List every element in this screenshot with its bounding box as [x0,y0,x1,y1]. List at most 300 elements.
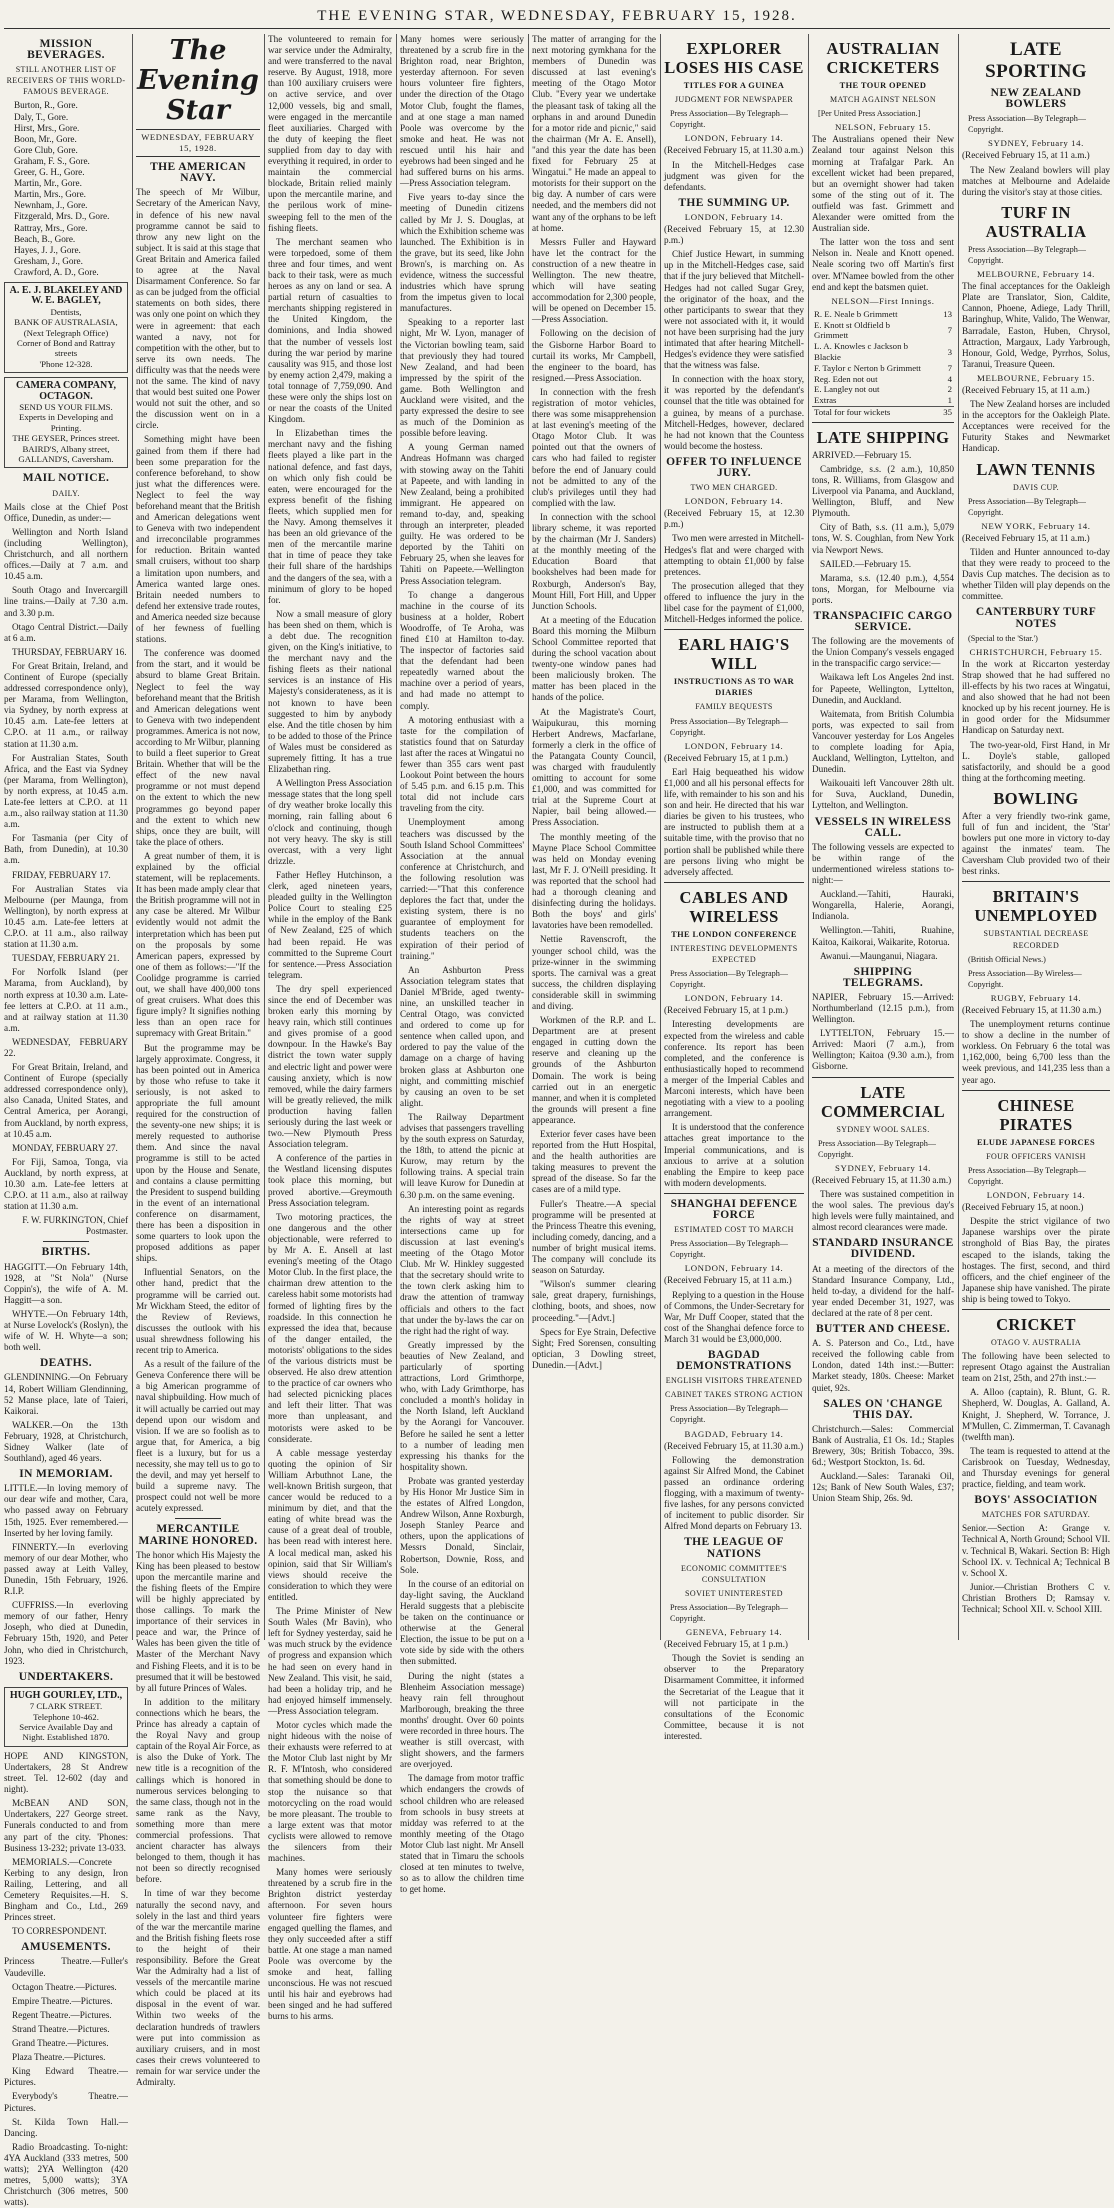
jury-dateline: LONDON, February 14. [684,496,784,507]
batsman-name: F. Taylor c Nerton b Grimmett [814,362,921,373]
insurance-body [812,1264,954,1319]
mission-list [14,100,128,278]
divider [175,1518,221,1519]
running-head: THE EVENING STAR, WEDNESDAY, FEBRUARY 15, 1928. [317,8,797,24]
dentist-advert-lines [9,317,123,369]
column-4-body-paragraph: An interesting point as regards the rights of way at street intersections came up for discussion at last evening's meeting of the Otago Motor Club. Mr W. Hinkley suggested that the secretary should write to the town clerk asking him to draw the attention of tramway officials and others to the fact that under the by-laws the car on the right had the right of way. [400,1203,524,1336]
pirates-body-paragraph: Despite the strict vigilance of two Japanese warships over the pirate stronghold of Bias Bay, the pirates escaped to the islands, taking the hostages. The first, second, and third officers, and the chief engineer of the Japanese ship have vanished. The pirate ship is being towed to Tokyo. [962,1216,1110,1304]
column-1 [4,34,128,2208]
late-sporting-heading: LATE SPORTING [985,39,1087,82]
list-item: Gore Club, Gore. [14,144,78,155]
births-body [4,1262,128,1354]
list-item: Martin, Mrs., Gore. [14,189,86,200]
wireless-call-body [812,842,954,962]
column-5-body-paragraph: Specs for Eye Strain, Defective Sight; Fred Sorensen, consulting optician, 3 Dowling street, Dunedin.—[Advt.] [532,1326,656,1370]
undertakers-body [4,1751,128,1938]
scorecard-table [812,309,954,418]
summing-up-body-paragraph: (Received February 15, at 12.30 p.m.) [664,224,804,246]
column-3-body [268,34,392,2023]
turf-dateline: MELBOURNE, February 14. [977,269,1095,280]
insurance-body-paragraph: At a meeting of the directors of the Standard Insurance Company, Ltd., held to-day, a dividend for the half-year ended December 31, 1927, was declared at the rate of 8 per cent. [812,1263,954,1318]
pirates-subheading-2: FOUR OFFICERS VANISH [986,1151,1086,1161]
late-shipping-heading: LATE SHIPPING [816,427,950,447]
column-5-body-paragraph: Workmen of the R.P. and L. Department are at present engaged in cutting down the reserve and cleaning up the grounds of the Ashburton Domain. The work is being carried out in an energetic manner, and when it is completed the grounds will present a fine appearance. [532,1015,656,1125]
late-shipping-body-paragraph: City of Bath, s.s. (11 a.m.), 5,079 tons, W. S. Coughlan, from New York via Newport News. [812,522,954,555]
transpacific-body-paragraph: Waikouaiti left Vancouver 28th ult. for Suva, Auckland, Dunedin, Lyttelton, and Wellington. [812,778,954,811]
late-shipping-body-paragraph: Cambridge, s.s. (2 a.m.), 10,850 tons, R. Williams, from Glasgow and Liverpool via Panama, and Auckland, Wellington, Bluff, and New Plymouth. [812,463,954,519]
column-5-body-paragraph: The matter of arranging for the next motoring gymkhana for the members of Dunedin was discussed at last evening's meeting of the Otago Motor Club. "Every year we undertake the pleasant task of taking all the orphans in and around Dunedin for a motor ride and picnic," said the chairman (Mr A. E. Ansell), "and this year the date has been fixed for February 25 at Wingatui." He made an appeal to motorists for their support on the big day. A number of cars were needed, and the members did not want any of the orphans to be left at home. [532,34,656,233]
bagdad-subheading: ENGLISH VISITORS THREATENED [665,1376,803,1386]
masthead-date: WEDNESDAY, FEBRUARY 15, 1928. [136,129,260,157]
column-3-body-paragraph: Father Hefley Hutchinson, a clerk, aged nineteen years, pleaded guilty in the Wellington Police Court to stealing £25 while in the employ of the Bank of New Zealand, £25 of which had been repaid. He was committed to the Supreme Court for sentence.—Press Association telegram. [268,869,392,980]
mission-beverages-heading: MISSION BEVERAGES. [27,38,105,62]
summing-up-body-paragraph: In connection with the hoax story, it was reported by the defendant's counsel that the title was obtained for a guinea, by means of a purchase. Mitchell-Hedges, however, declared he had not known that the Countess would become the hostess. [664,374,804,451]
dentist-advert-name: A. E. J. BLAKELEY AND W. E. BAGLEY, [9,284,123,307]
lawn-tennis-heading: LAWN TENNIS [976,459,1096,479]
league-body [664,1639,804,1742]
shipping-telegrams-body-paragraph: LYTTELTON, February 15.—Arrived: Maori (7 a.m.), from Wellington; Kaitoa (9.30 a.m.), from Gisborne. [812,1028,954,1072]
bowling-body [962,811,1110,878]
league-subheading-2: SOVIET UNINTERESTED [685,1588,783,1598]
mail-notice-body-paragraph: MONDAY, FEBRUARY 27. [12,1142,118,1153]
cricketers-subheading-2: MATCH AGAINST NELSON [829,95,937,105]
advert-line: Service Available Day and Night. Established 1870. [19,1722,113,1743]
unemployed-body [962,1005,1110,1086]
shanghai-body-paragraph: Replying to a question in the House of Commons, the Under-Secretary for War, Mr Duff Cooper, stated that the cost of the Shanghai defence force to March 31 would be £3,000,000. [664,1289,804,1344]
dentist-advert-role: Dentists, [50,306,82,317]
amusements-body-paragraph: Strand Theatre.—Pictures. [12,2023,110,2034]
deaths-heading: DEATHS. [39,1357,93,1370]
batsman-name: R. E. Neale b Grimmett [814,308,898,319]
canterbury-body [962,659,1110,784]
league-body-paragraph: Though the Soviet is sending an observer to the Preparatory Disarmament Committee, it informed the Secretariat of the League that it will not participate in the consultations of the Economic Committee, because it is not interested. [664,1653,804,1741]
column-8 [962,34,1110,1640]
scorecard-total-label: Total for four wickets [812,406,928,417]
amusements-body-paragraph: King Edward Theatre.—Pictures. [4,2066,128,2088]
cables-body-paragraph: (Received February 15, at 1 p.m.) [664,1005,788,1016]
list-item: Rattray, Mrs., Gore. [14,222,88,233]
jury-heading: OFFER TO INFLUENCE JURY. [666,455,802,479]
divider [962,1090,1110,1091]
explorer-credit: Press Association—By Telegraph—Copyright. [670,109,788,130]
davis-cup-body [962,533,1110,603]
amusements-heading: AMUSEMENTS. [21,1941,111,1954]
pirates-subheading: ELUDE JAPANESE FORCES [976,1137,1096,1147]
american-navy-body-paragraph: The speech of Mr Wilbur, Secretary of the American Navy, in defence of his new naval programme cannot be said to throw any new light on the subject. It is said at this stage that Great Britain and America failed to agree at the Naval Disarmament Conference. So far as can be judged from the official statements on both sides, there was only one point on which they were in agreement: that each wanted a navy, not for competition with the other, but to serve its own needs. The difficulty was that the needs were not the same. The kind of navy that would best suited one Power would not suit the other, and so the discussion went on in a circle. [136,187,261,431]
jury-body-paragraph: Two men were arrested in Mitchell-Hedges's flat and were charged with attempting to obtain £1,000 by false pretences. [664,533,804,577]
haig-will-credit: Press Association—By Telegraph—Copyright. [670,716,788,737]
bagdad-subheading-2: CABINET TAKES STRONG ACTION [664,1390,804,1400]
list-item: Fitzgerald, Mrs. D., Gore. [14,211,110,222]
divider [664,882,804,883]
column-divider [808,34,809,1640]
nz-bowlers-heading: NEW ZEALAND BOWLERS [990,87,1082,111]
mail-notice-body-paragraph: THURSDAY, FEBRUARY 16. [12,646,127,657]
transpacific-heading: TRANSPACIFIC CARGO SERVICE. [813,609,953,634]
mail-notice-body-paragraph: For Great Britain, Ireland, and Continent of Europe (specially addressed correspondence only), per Marama, from Wellington, via Sydney, by north express at 10.45 a.m. Late-fee letters at C.P.O. at 11 a.m., or railway station at 11.30 a.m. [4,660,128,749]
births-heading: BIRTHS. [41,1246,91,1259]
column-4-body-paragraph: An Ashburton Press Association telegram states that Daniel M'Bride, aged twenty-nine, an unskilled teacher in Central Otago, was convicted and ordered to come up for sentence when called upon, and ordered to pay the value of the damage on a charge of having broken glass at Ashburton one night, and committing mischief by causing an oven to be set alight. [400,964,524,1108]
column-3-body-paragraph: The dry spell experienced since the end of December was broken early this morning by heavy rain, which still continues and gives promise of a good downpour. In the Hawke's Bay district the town water supply and electric light and power were causing anxiety, which is now removed, while the dairy farmers will be greatly relieved, the milk production having fallen seriously during the last week or two.—New Plymouth Press Association telegram. [268,983,392,1150]
bagdad-dateline: BAGDAD, February 14. [684,1428,784,1439]
nz-bowlers-credit: Press Association—By Telegraph—Copyright. [968,114,1086,135]
scorecard-row [812,341,954,363]
column-5-body-paragraph: Exterior fever cases have been reported from the Hutt Hospital, and the health authorities are taking measures to prevent the spread of the disease. So far the cases are of a mild type. [532,1129,656,1195]
unemployed-credit-2: Press Association—By Wireless—Copyright. [968,968,1082,989]
amusements-body-paragraph: Regent Theatre.—Pictures. [12,2009,112,2020]
transpacific-body-paragraph: Waikawa left Los Angeles 2nd inst. for Papeete, Wellington, Lyttelton, Dunedin, and Auckland. [812,672,954,705]
shanghai-heading: SHANGHAI DEFENCE FORCE [670,1197,798,1221]
column-5-body-paragraph: At a meeting of the Education Board this morning the Milburn School Committee reported that during the school vacation about twenty-one window panes had been maliciously broken. The matter has been placed in the hands of the police. [532,614,656,703]
wool-sales-subheading: SYDNEY WOOL SALES. [836,1124,930,1134]
batsman-runs: 7 [947,324,952,335]
undertaker-advert-name: HUGH GOURLEY, LTD., [9,1689,123,1701]
explorer-body-paragraph: In the Mitchell-Hedges case judgment was given for the defendants. [664,159,804,192]
column-divider [396,34,397,1640]
bowling-body-paragraph: After a very friendly two-rink game, full of fun and incident, the 'Star' bowlers put one more in victory to-day against the inmates' team. The Caversham Club provided two of their best rinks. [962,810,1110,877]
davis-cup-credit: Press Association—By Telegraph—Copyright. [968,496,1086,517]
column-3-body-paragraph: Motor cycles which made the night hideous with the noise of their exhausts were referred to at the Motor Club last night by Mr R. F. M'Intosh, who considered that something should be done to stop the nuisance so that motorcycling on the road would be more pleasant. The trouble to a large extent was that motor cyclists were allowed to remove the silencers from their machines. [268,1719,392,1864]
advert-line: THE GEYSER, Princes street. [12,433,120,444]
column-4-body-paragraph: Probate was granted yesterday by His Honor Mr Justice Sim in the estates of Alfred Longdon, Andrew Wilson, Anne Roxburgh, Joseph Stanley Pearce and others, upon the applications of Messrs Donald, Sinclair, Robertson, Downie, Ross, and Sole. [400,1475,524,1575]
column-5 [532,34,656,1640]
change-sales-body-paragraph: Christchurch.—Sales: Commercial Bank of Australia, £1 Os. 1d.; Staples Brewery, 30s; British Tobacco, 39s. 6d.; Westport Stockton, 1s. 6d. [812,1423,954,1468]
canterbury-credit: (Special to the 'Star.') [968,633,1038,643]
list-item: Martin, Mr., Gore. [14,178,82,189]
cables-body-paragraph: Interesting developments are expected from the wireless and cable conference. Its report has been completed, and the conference is enthusiastically hoped to recommend a merger of the Imperial Cables and Marconi interests, which have been negotiating with a view to a pooling arrangement. [664,1019,804,1119]
canterbury-heading: CANTERBURY TURF NOTES [975,606,1097,630]
davis-cup-body-paragraph: (Received February 15, at 11 a.m.) [962,532,1090,543]
cricket-body-paragraph: The team is requested to attend at the Carisbrook on Tuesday, Wednesday, and Thursday evenings for general practice, fielding, and team work. [962,1445,1110,1490]
haig-will-body-paragraph: (Received February 15, at 1 p.m.) [664,752,788,763]
batsman-runs: 2 [947,384,952,395]
column-divider [132,34,133,1640]
memoriam-heading: IN MEMORIAM. [19,1468,113,1481]
batsman-runs: 1 [947,395,952,406]
league-heading: THE LEAGUE OF NATIONS [684,1536,784,1560]
divider [664,629,804,630]
pirates-credit: Press Association—By Telegraph—Copyright. [968,1165,1086,1186]
butter-cheese-body-paragraph: A. S. Paterson and Co., Ltd., have received the following cable from London, dated 14th inst.:—Butter: Market steady, 180s. Cheese: Market quiet, 92s. [812,1338,954,1393]
shanghai-body [664,1275,804,1345]
column-4-body-paragraph: Unemployment among teachers was discussed by the South Island School Committees' Association at the annual conference at Christchurch, and the following resolution was carried:—"That this conference deplores the fact that, under the existing system, there is no guarantee of employment for students teachers on the expiration of their period of training." [400,817,524,961]
mail-notice-body-paragraph: FRIDAY, FEBRUARY 17. [12,869,111,880]
column-3-body-paragraph: A Wellington Press Association message states that the long spell of dry weather broke locally this morning, rain falling about 6 o'clock and continuing, though not very heavy. The sky is still overcast, with a very light drizzle. [268,778,392,866]
late-shipping-body-paragraph: Marama, s.s. (12.40 p.m.), 4,554 tons, Morgan, for Melbourne via ports. [812,572,954,605]
shipping-telegrams-body-paragraph: NAPIER, February 15.—Arrived: Northumberland (12.15 p.m.), from Wellington. [812,991,954,1025]
column-3-body-paragraph: The merchant seamen who were torpedoed, some of them three and four times, and went back to their task, were as much heroes as any on land or sea. A partial return of casualties to merchants shipping registered in the United Kingdom, the dominions, and India showed that the number of vessels lost during the war period by marine causality was 915, and those lost by enemy action 2,479, making a total tonnage of 7,759,090. And these were only the ships lost on or near the coasts of the United Kingdom. [268,236,392,425]
pirates-heading: CHINESE PIRATES [997,1095,1075,1134]
column-4-body-paragraph: Many homes were seriously threatened by a scrub fire in the Brighton road, near Brighton, yesterday afternoon. For seven hours volunteer fire fighters, under the direction of the Otago Motor Club, fought the flames, and at one stage a man named Poole was overcome by the smoke and heat. He was not rescued until his hair and eyebrows had been singed and he had suffered burns on his arms.—Press Association telegram. [400,34,524,189]
cables-heading: CABLES AND WIRELESS [679,887,789,926]
wool-sales-body-paragraph: (Received February 15, at 11.30 a.m.) [812,1174,952,1185]
column-3 [268,34,392,2022]
deaths-body-paragraph: GLENDINNING.—On February 14, Robert William Glendinning, 52 Manse place, late of Taieri, Kaikorai. [4,1372,128,1416]
american-navy-body-paragraph: As a result of the failure of the Geneva Conference there will be a big American programme of naval shipbuilding. How much of it will actually be carried out may depend upon our wisdom and vision. If we are so foolish as to argue that, for America, a big fleet is a luxury, but for us a necessity, she may tell us to go to the devil, and may yet herself to build a supreme navy. The prospect could not well be more acutely expressed. [136,1359,260,1514]
nz-bowlers-body [962,150,1110,197]
undertakers-body-paragraph: HOPE AND KINGSTON, Undertakers, 28 St Andrew street. Tel. 12-602 (day and night). [4,1750,128,1795]
change-sales-body [812,1424,954,1505]
bagdad-heading: BAGDAD DEMONSTRATIONS [676,1349,792,1373]
column-4-body-paragraph: Greatly impressed by the beauties of New Zealand, and particularly of sporting attractions, Lord Grimthorpe, who, with Lady Grimthorpe, has concluded a month's holiday in the North Island, left Auckland by the Aorangi for Vancouver. Before he sailed he sent a letter to a number of leading men expressing his thanks for the hospitality shown. [400,1339,524,1472]
transpacific-body-paragraph: Waitemata, from British Columbia ports, was expected to sail from Vancouver yesterday for Los Angeles to complete loading for Apia, Auckland, Wellington, Lyttelton, and Dunedin. [812,708,954,775]
scorecard-row [812,309,954,320]
wool-sales-body-paragraph: There was sustained competition in the wool sales. The previous day's high levels were fully maintained, and almost record clearances were made. [812,1189,954,1233]
advert-line: BANK OF AUSTRALASIA, [14,317,118,328]
haig-will-body-paragraph: Earl Haig bequeathed his widow £1,000 and all his personal effects for life, with remainder to his son and his son and heir. He directed that his war diaries be given to his trustees, who are instructed to publish them at a suitable time, with the proviso that no portion shall be published while there are persons living who might be adversely affected. [664,766,804,877]
batsman-runs: 3 [947,346,952,357]
list-item: Gresham, J., Gore. [14,255,83,266]
cricketers-body-paragraph: The latter won the toss and sent Nelson in. Neale and Knott opened. Neale scoring two off Martin's first over. M'Namee bowled from the other end and kept the batsmen quiet. [812,237,954,292]
column-5-body-paragraph: "Wilson's summer clearing sale, great drapery, furnishings, clothing, boots, and shoes, now proceeding."—[Advt.] [532,1279,656,1323]
explorer-subheading: TITLES FOR A GUINEA [683,81,785,90]
memoriam-body-paragraph: CUFFRISS.—In everloving memory of our father, Henry Joseph, who died at Dunedin, February 15th, 1920, and Peter John, who died in Christchurch, 1923. [4,1600,128,1666]
mail-notice-body-paragraph: WEDNESDAY, FEBRUARY 22. [4,1036,128,1058]
deaths-body-paragraph: WALKER.—On the 13th February, 1928, at Christchurch, Sidney Walker (late of Southland), aged 46 years. [4,1419,128,1464]
top-rule [4,28,1110,29]
amusements-body-paragraph: Grand Theatre.—Pictures. [12,2038,109,2049]
batsman-name: Extras [814,395,837,406]
american-navy-body-paragraph: Something might have been gained from them if there had been some preparation for the conference beforehand, to show just what the differences were. Neglect to feel the way beforehand meant that the British and American delegations went to Geneva with two independent and irreconcilable programmes for reduction. Britain wanted small cruisers, without too sharp a limitation upon numbers, and America wanted large ones. Britain needed numbers to defend her extensive trade routes, and America needed size because of her fewness of fuelling stations. [136,434,260,645]
undertakers-heading: UNDERTAKERS. [18,1670,114,1683]
mail-notice-body-paragraph: TUESDAY, FEBRUARY 21. [12,953,120,964]
column-5-body-paragraph: At the Magistrate's Court, Waipukurau, this morning Herbert Andrews, Macfarlane, formerly a clerk in the office of the Patangata County Council, was charged with fraudulently omitting to account for some £1,000, and was committed for trial at the Supreme Court at Napier, bail being allowed.—Press Association. [532,706,656,828]
cricketers-subheading: THE TOUR OPENED [839,81,927,90]
divider [962,881,1110,882]
cricketers-heading: AUSTRALIAN CRICKETERS [826,39,940,77]
canterbury-body-paragraph: In the work at Riccarton yesterday Strap showed that he had suffered no ill-effects by his two races at Wingatui, and also showed that he had not been knocked up by his recent journey. He is in good order for the Midsummer Handicap on Saturday next. [962,658,1110,736]
scorecard-row [812,384,954,395]
league-body-paragraph: (Received February 15, at 1 p.m.) [664,1639,788,1650]
batsman-runs: 7 [947,362,952,373]
bagdad-credit: Press Association—By Telegraph—Copyright. [670,1404,788,1425]
league-subheading: ECONOMIC COMMITTEE'S CONSULTATION [680,1563,788,1584]
undertaker-advert-lines [9,1701,123,1743]
column-3-body-paragraph: The Prime Minister of New South Wales (Mr Bavin), who left for Sydney yesterday, said he was much struck by the evidence of progress and expansion which he had seen on every hand in New Zealand. This visit, he said, had been a holiday trip, and he had enjoyed himself immensely.—Press Association telegram. [268,1606,392,1716]
column-divider [660,34,661,1640]
column-5-body-paragraph: The monthly meeting of the Mayne Place School Committee was held on Monday evening last, Mr F. J. O'Neill presiding. It was reported that the school had had a thorough cleaning and disinfecting during the holidays. Both the boys' and girls' lavatories have been remodelled. [532,831,656,931]
amusements-body-paragraph: Radio Broadcasting. To-night: 4YA Auckland (333 metres, 500 watts); 2YA Wellington (420 metres, 5,000 watts); 3YA Christchurch (306 metres, 500 watts). [4,2141,128,2208]
cricket-subheading: OTAGO V. AUSTRALIA [990,1337,1082,1347]
davis-cup-dateline: NEW YORK, February 14. [981,520,1091,531]
nz-bowlers-body-paragraph: (Received February 15, at 11 a.m.) [962,150,1090,161]
turf-body-2-paragraph: (Received February 15, at 11 a.m.) [962,384,1090,395]
mail-notice-body-paragraph: For Tasmania (per City of Bath, from Dunedin), at 10.30 a.m. [4,833,128,866]
wool-sales-body [812,1175,954,1233]
mail-notice-body [4,502,128,1213]
unemployed-body-paragraph: The unemployment returns continue to show a decline in the number of workless. On February 6 the total was 1,162,000, being 6,700 less than the week previous, and 141,235 less than a year ago. [962,1019,1110,1085]
column-4-body-paragraph: During the night (states a Blenheim Association message) heavy rain fell throughout Marlborough, breaking the three months' drought. Over 60 points were recorded in three hours. The weather is still overcast, with slight showers, and the farmers are overjoyed. [400,1670,524,1770]
wireless-call-body-paragraph: The following vessels are expected to be within range of the undermentioned wireless stations to-night:— [812,841,954,886]
wireless-call-body-paragraph: Auckland.—Tahiti, Hauraki, Wongarella, Halerie, Aorangi, Indianola. [812,889,954,922]
league-dateline: GENEVA, February 14. [685,1627,783,1638]
memoriam-body-paragraph: LITTLE.—In loving memory of our dear wife and mother, Cara, who passed away on February 15th, 1925. Ever remembered.—Inserted by her loving family. [4,1483,128,1538]
shanghai-body-paragraph: (Received February 15, at 11 a.m.) [664,1275,792,1286]
amusements-body-paragraph: St. Kilda Town Hall.—Dancing. [4,2116,128,2138]
column-4-body-paragraph: To change a dangerous machine in the course of its business at a holder, Robert Woodroffe, of Te Aroha, was fined £10 at Hamilton to-day. The inspector of factories said that the defendant had been repeatedly warned about the machine over a period of years, and had made no attempt to comply. [400,589,524,711]
column-3-body-paragraph: The volunteered to remain for war service under the Admiralty, and were transferred to the naval reserve. By August, 1918, more than 100 auxiliary cruisers were on active service, and over 12,000 vessels, big and small, were engaged in the mercantile fleet auxiliaries. Charged with the duty of keeping the fleet supplied from day to day with everything it required, in order to maintain the commercial blockade, Britain relied mainly upon the mercantile marine, and the perilous work of mine-sweeping fell to the men of the fishing fleets. [268,34,392,233]
column-5-body-paragraph: In connection with the school library scheme, it was reported by the chairman (Mr J. Sanders) at the monthly meeting of the Education Board that bookshelves had been made for Roxburgh, Anderson's Bay, Mount Hill, Fort Hill, and Upper Junction Schools. [532,511,656,611]
list-item: Hirst, Mrs., Gore. [14,122,80,133]
column-3-body-paragraph: A conference of the parties in the Westland licensing disputes took place this morning, but proved abortive.—Greymouth Press Association telegram. [268,1153,392,1208]
summing-up-heading: THE SUMMING UP. [678,196,790,209]
cricket-body-paragraph: A. Alloo (captain), R. Blunt, G. R. Shepherd, W. Douglas, A. Galland, A. Knight, J. Shepherd, W. Torrance, J. M'Mullen, C. Zimmerman, T. Cavanagh (twelfth man). [962,1387,1110,1442]
advert-line: Corner of Bond and Rattray streets [16,338,116,359]
cables-subheading: THE LONDON CONFERENCE [671,929,797,939]
late-shipping-body-paragraph: ARRIVED.—February 15. [812,449,912,460]
column-5-body-paragraph: Nettie Ravenscroft, the younger school child, was the prize-winner in the swimming sports. The carnival was a great success, the children displaying considerable skill in swimming and diving. [532,934,656,1011]
transpacific-body-paragraph: The following are the movements of the Union Company's vessels engaged in the transpacific cargo service:— [812,636,954,669]
undertaker-advert [4,1687,128,1747]
jury-body [664,508,804,625]
cricket-heading: CRICKET [996,1314,1076,1334]
column-3-body-paragraph: Now a small measure of glory has been shed on them, which is a debt due. The recognition given, on the King's initiative, to the merchant navy and the fishing fleets as their national services is an instance of His Majesty's considerateness, as it is not known to have been suggested to him by anybody else. And the title chosen by him to be added to those of the Prince of Wales must be considered as supremely fitting. It has a true Elizabethan ring. [268,608,392,775]
scorecard-title: NELSON—First Innings. [831,295,935,306]
wireless-call-body-paragraph: Wellington.—Tahiti, Ruahine, Kaitoa, Kaikorai, Waikarite, Rotorua. [812,925,954,947]
shanghai-credit: Press Association—By Telegraph—Copyright. [670,1239,788,1260]
list-item: Newnham, J., Gore. [14,200,88,211]
cricket-body [962,1351,1110,1490]
shanghai-subheading: ESTIMATED COST TO MARCH [674,1225,794,1235]
column-4-body-paragraph: In the course of an editorial on day-light saving, the Auckland Herald suggests that a plebiscite be taken on the continuance or otherwise at the General Election, the issue to be put on a vote side by side with the others then submitted. [400,1578,524,1667]
unemployed-heading: BRITAIN'S UNEMPLOYED [974,887,1098,926]
nz-bowlers-body-paragraph: The New Zealand bowlers will play matches at Melbourne and Adelaide during the visitor's stay at those cities. [962,164,1110,197]
turf-body [962,281,1110,370]
mail-notice-body-paragraph: Mails close at the Chief Post Office, Dunedin, as under:— [4,501,128,523]
bagdad-body-paragraph: (Received February 15, at 11.30 a.m.) [664,1440,804,1451]
explorer-subheading-2: JUDGMENT FOR NEWSPAPER [674,95,794,105]
boys-association-body-paragraph: Senior.—Section A: Grange v. Technical A, North Ground; School VII. v. Technical B, Wakari. Section B: High School IX. v. Technical A; Technical B v. School X. [962,1523,1110,1578]
list-item: Graham, F. S., Gore. [14,155,90,166]
american-navy-body-paragraph: But the programme may be largely approximate. Congress, it has been pointed out in America by those who refuse to take it seriously, is not asked to appropriate the full amount required for the construction of the seventy-one new ships; it is merely requested to authorise them. And since the naval programme is still to be acted upon by the House and Senate, and contains a clause permitting the President to suspend building in the event of an international conference on disarmament, there has been a disposition in some quarters to look upon the proposed additions as paper ships. [136,1042,260,1264]
column-4-body-paragraph: A young German named Andreas Hofmann was charged with stowing away on the Tahiti at Papeete, and with landing in New Zealand, being a prohibited immigrant. He appeared on remand to-day, and, speaking through an interpreter, pleaded guilty. He was ordered to be deported by the Tahiti on February 25, when she leaves for Tahiti on Papeete.—Wellington Press Association telegram. [400,442,524,586]
camera-advert-name: CAMERA COMPANY, OCTAGON. [16,380,116,402]
american-navy-body-paragraph: A great number of them, it is explained by the official statement, will be replacements. It has been made amply clear that the British programme will not in any case be altered. Mr Wilbur evidently would not admit the interpretation which has been put on the proposals by some American papers, expressed by one of them as follows:—"If the Coolidge programme is carried out, we shall have 400,000 tons of great cruisers. What does this figure imply? It signifies nothing less than an open race for supremacy with Great Britain." [136,850,260,1039]
column-3-body-paragraph: Two motoring practices, the one dangerous and the other objectionable, were referred to by Mr A. E. Ansell at last evening's meeting of the Otago Motor Club. In the first place, the chairman drew attention to the careless habit some motorists had formed of lighting fires by the roadside. In this connection he expressed the idea that, because of the danger entailed, the motorists' obligations to the sides of the various districts must be observed. He also drew attention to the practice of car owners who had selected picnicking places and left their litter. That was more than unpleasant, and motorists were asked to be considerate. [268,1211,392,1444]
wool-sales-credit: Press Association—By Telegraph—Copyright. [818,1138,936,1159]
jury-body-paragraph: The prosecution alleged that they offered to influence the jury in the libel case for the payment of £1,000, Mitchell-Hedges informed the police. [664,580,804,625]
mail-notice-body-paragraph: Otago Central District.—Daily at 6 a.m. [4,621,128,643]
batsman-runs: 13 [943,308,952,319]
cricketers-dateline: NELSON, February 15. [834,122,932,133]
scorecard-row [812,374,954,385]
wool-sales-dateline: SYDNEY, February 14. [835,1162,931,1173]
dentist-advert [4,282,128,373]
butter-cheese-heading: BUTTER AND CHEESE. [815,1323,951,1336]
turf-dateline-2: MELBOURNE, February 15. [977,372,1095,383]
haig-will-subheading: INSTRUCTIONS AS TO WAR DIARIES [673,677,795,698]
insurance-heading: STANDARD INSURANCE DIVIDEND. [812,1237,954,1261]
american-navy-heading: THE AMERICAN NAVY. [150,161,246,185]
turf-heading: TURF IN AUSTRALIA [985,202,1087,241]
column-4-body [400,34,524,1895]
change-sales-heading: SALES ON 'CHANGE THIS DAY. [823,1397,943,1421]
column-4 [400,34,524,1895]
divider [812,1077,954,1078]
scorecard-row [812,395,954,406]
turf-body-2-paragraph: The New Zealand horses are included in the acceptors for the Oakleigh Plate. Acceptances were received for the Futurity Stakes and Newmarket Handicap. [962,399,1110,454]
explorer-body-paragraph: (Received February 15, at 11.30 a.m.) [664,145,804,156]
summing-up-body-paragraph: Chief Justice Hewart, in summing up in the Mitchell-Hedges case, said that if the jury believed that Mitchell-Hedges had not called Sugar Grey, the originator of the hoax, and the other participants to swear that they were not associated with it, it would not have been surprising had the jury intimated that after hearing Mitchell-Hedges's evidence they were satisfied that the witness was false. [664,249,804,371]
advert-line: Telephone 10-462. [33,1711,99,1722]
pirates-dateline: LONDON, February 14. [986,1190,1086,1201]
list-item: Boon, Mr., Gore. [14,133,77,144]
mail-notice-body-paragraph: For Norfolk Island (per Marama, from Auckland), by north express at 10.30 a.m. Late-fee letters at C.P.O. at 11 a.m., and at railway station at 11.30 a.m. [4,967,128,1033]
jury-subheading: TWO MEN CHARGED. [690,483,778,493]
amusements-body-paragraph: Plaza Theatre.—Pictures. [12,2052,106,2063]
list-item: Hayes, J. J., Gore. [14,244,81,255]
mail-notice-body-paragraph: South Otago and Invercargill line trains.—Daily at 7.30 a.m. and 3.30 p.m. [4,585,128,618]
pirates-body [962,1202,1110,1305]
scorecard-row [812,320,954,342]
mercantile-marine-body [136,1550,260,2089]
amusements-body-paragraph: Princess Theatre.—Fuller's Vaudeville. [4,1956,128,1978]
mercantile-marine-body-paragraph: The honor which His Majesty the King has been pleased to bestow upon the mercantile marine and the fishing fleets of the Empire will be highly appreciated by those callings. To mark the importance of their services in peace and war, the Prince of Wales has been given the title of Master of the Merchant Navy and Fishing Fleets, and it is to be presumed that it will be bestowed by all future Princes of Wales. [136,1549,260,1693]
list-item: Crawford, A. D., Gore. [14,266,99,277]
undertakers-body-paragraph: TO CORRESPONDENT. [12,1926,107,1937]
late-commercial-heading: LATE COMMERCIAL [820,1082,946,1121]
camera-advert-lines [9,402,123,464]
advert-line: SEND US YOUR FILMS. [19,402,113,413]
cricketers-body-paragraph: The Australians opened their New Zealand tour against Nelson this morning at Trafalgar Park. An excellent wicket had been prepared, but an overnight shower had taken some of the sting out of it. The outfield was fast. Grimmett and Alexander were omitted from the Australian side. [812,134,954,234]
list-item: Daly, T., Gore. [14,111,69,122]
advert-line: (Next Telegraph Office) [23,327,109,338]
list-item: Burton, R., Gore. [14,100,78,111]
late-shipping-body [812,450,954,606]
batsman-name: Reg. Eden not out [814,373,878,384]
column-6 [664,34,804,1741]
explorer-body [664,145,804,192]
jury-body-paragraph: (Received February 15, at 12.30 p.m.) [664,508,804,530]
mercantile-marine-body-paragraph: In addition to the military connections which he bears, the Prince has already a captain of the Royal Navy and group captain of the Royal Air Force, as is also the Duke of York. The new title is a recognition of the callings which is honored in numerous services belonging to the same class, though not in the same rank as the Navy, something more than mere commercial professions. That ancient character has always belonged to them, though it has not been so directly recognised before. [136,1696,260,1885]
column-divider [958,34,959,1640]
scorecard-total-value: 35 [928,406,954,417]
haig-will-heading: EARL HAIG'S WILL [678,635,790,674]
cricketers-credit: [Per United Press Association.] [818,109,921,119]
divider [812,422,954,423]
column-divider [528,34,529,1640]
turf-credit: Press Association—By Telegraph—Copyright. [968,244,1086,265]
mail-notice-body-paragraph: For Fiji, Samoa, Tonga, via Auckland, by north express, at 10.30 a.m. Late-fee letters at C.P.O. at 11 a.m., also at railway station at 11.30 a.m. [4,1156,128,1212]
amusements-body-paragraph: Everybody's Theatre.—Pictures. [4,2091,128,2113]
scorecard-total-row [812,406,954,417]
turf-body-2 [962,385,1110,455]
mail-notice-body-paragraph: For Australian States, South Africa, and the East via Sydney (per Marama, from Wellington), by north express, at 10.45 a.m. Late-fee letters at C.P.O. at 11 a.m., also railway station at 11.30 a.m. [4,752,128,830]
cricketers-body [812,134,954,292]
amusements-body-paragraph: Empire Theatre.—Pictures. [12,1995,113,2006]
summing-up-dateline: LONDON, February 14. [684,211,784,222]
boys-association-heading: BOYS' ASSOCIATION [974,1494,1098,1507]
turf-body-paragraph: The final acceptances for the Oakleigh Plate are Translator, Sion, Caldite, Cannon, Phoene, Adiege, Lady Thrill, Baringhup, White, Valido, The Wenwar, Barradale, Easton, Huben, Chrysol, Attraction, Margaux, Lady Yarbrough, Honour, Gold, Wedge, Pyrrhos, Solus, Taranui, Treasure Queen. [962,281,1110,369]
births-body-paragraph: HAGGITT.—On February 14th, 1928, at "St Nola" (Nurse Coppin's), the wife of A. M. Haggitt—a son. [4,1261,128,1305]
advert-line: BAIRD'S, Albany street, GALLAND'S, Caversham. [18,443,114,465]
batsman-name: E. Langley not out [814,384,880,395]
wireless-call-heading: VESSELS IN WIRELESS CALL. [814,815,952,839]
mail-notice-body-paragraph: For Australian States via Melbourne (per Maunga, from Wellington), by north express at 10.45 a.m. Late-fee letters at C.P.O. at 11 a.m., also railway station at 11.30 a.m. [4,883,128,950]
bagdad-body-paragraph: Following the demonstration against Sir Alfred Mond, the Cabinet passed an ordinance ordering flogging, with a maximum of twenty-five lashes, for any persons convicted of incitement to public disorder. Sir Alfred Mond departs on February 13. [664,1454,804,1532]
american-navy-body-paragraph: The conference was doomed from the start, and it would be absurd to blame Great Britain. Neglect to feel the way beforehand meant that the British and American delegations went to Geneva with two independent programmes. America is not now, according to Mr Wilbur, planning to build a fleet superior to Great Britain. Whether that will be the effect of the new naval programme or not must depend on the extent to which the new programmes go beyond paper and the extent to which new ships, once they are built, will take the place of others. [136,648,260,847]
unemployed-dateline: RUGBY, February 14. [990,992,1082,1003]
divider [664,1193,804,1194]
unemployed-body-paragraph: (Received February 15, at 11.30 a.m.) [962,1005,1102,1015]
mercantile-marine-body-paragraph: In time of war they become naturally the second navy, and solely in the last and third years of the war the mercantile marine and the British fishing fleets rose to the height of their responsibility. Before the Great War the Admiralty had a list of vessels of the mercantile marine which could be placed at its disposal in the event of war. Within two weeks of the declaration hundreds of trawlers were put into commission as auxiliary cruisers, and in most cases their crews volunteered to remain for war service under the Admiralty. [136,1888,260,2088]
american-navy-body [136,187,260,1514]
cables-dateline: LONDON, February 14. [684,993,784,1004]
scorecard-row [812,363,954,374]
masthead: The Evening Star [137,35,259,126]
late-shipping-body-paragraph: SAILED.—February 15. [820,558,912,569]
births-body-paragraph: WHYTE.—On February 14th, at Nurse Lovelock's (Roslyn), the wife of W. H. Whyte—a son; both well. [4,1308,128,1353]
